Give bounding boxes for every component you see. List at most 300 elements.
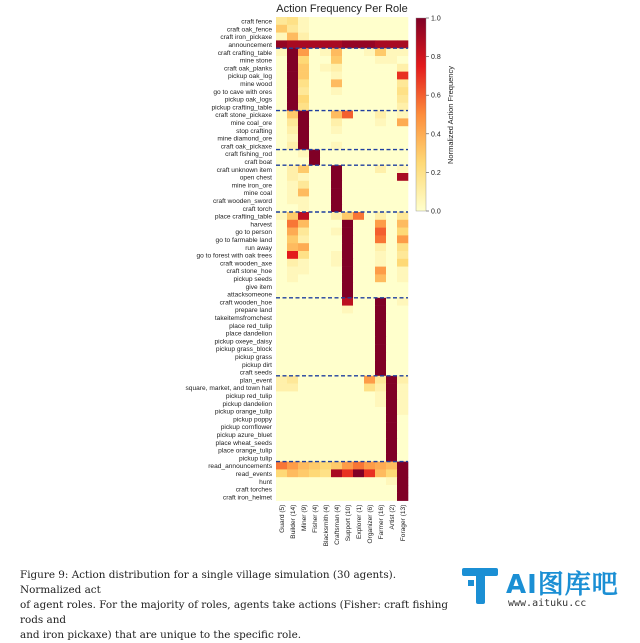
heatmap-cell: [298, 173, 309, 181]
heatmap-cell: [397, 469, 408, 477]
heatmap-cell: [364, 95, 375, 103]
heatmap-cell: [309, 329, 320, 337]
heatmap-cell: [342, 196, 353, 204]
heatmap-cell: [309, 220, 320, 228]
heatmap-cell: [298, 438, 309, 446]
heatmap-cell: [320, 157, 331, 165]
row-label: craft oak_planks: [223, 65, 272, 73]
heatmap-cell: [386, 243, 397, 251]
heatmap-cell: [386, 329, 397, 337]
caption-line-3: and iron pickaxe) that are unique to the specific role.: [20, 629, 302, 641]
heatmap-cell: [276, 228, 287, 236]
heatmap-cell: [331, 267, 342, 275]
heatmap-cell: [298, 485, 309, 493]
heatmap-cell: [386, 157, 397, 165]
heatmap-cell: [276, 306, 287, 314]
heatmap-cell: [287, 407, 298, 415]
heatmap-cell: [375, 430, 386, 438]
heatmap-cell: [287, 462, 298, 470]
heatmap-cell: [320, 306, 331, 314]
heatmap-cell: [353, 321, 364, 329]
heatmap-cell: [386, 352, 397, 360]
row-label: mine stone: [239, 57, 272, 65]
row-label: mine diamond_ore: [217, 135, 272, 143]
heatmap-cell: [342, 290, 353, 298]
heatmap-cell: [298, 40, 309, 48]
heatmap-cell: [386, 282, 397, 290]
heatmap-cell: [276, 446, 287, 454]
row-label: go to person: [235, 229, 272, 237]
heatmap-cell: [309, 64, 320, 72]
heatmap-cell: [331, 321, 342, 329]
heatmap-cell: [287, 423, 298, 431]
heatmap-cell: [298, 181, 309, 189]
heatmap-cell: [331, 134, 342, 142]
heatmap-cell: [331, 87, 342, 95]
heatmap-cell: [309, 454, 320, 462]
heatmap-cell: [386, 376, 397, 384]
row-label: place dandelion: [225, 330, 272, 338]
heatmap-cell: [353, 95, 364, 103]
heatmap-cell: [397, 157, 408, 165]
heatmap-cell: [309, 360, 320, 368]
watermark-brand: AI图库吧: [506, 570, 619, 600]
heatmap-cell: [342, 173, 353, 181]
heatmap-cell: [386, 189, 397, 197]
colorbar-tick-label: 0.0: [431, 208, 441, 216]
heatmap-cell: [342, 79, 353, 87]
heatmap-cell: [342, 17, 353, 25]
heatmap-cell: [364, 391, 375, 399]
heatmap-cell: [397, 454, 408, 462]
heatmap-cell: [320, 282, 331, 290]
heatmap-cell: [298, 157, 309, 165]
heatmap-cell: [353, 72, 364, 80]
heatmap-cell: [397, 430, 408, 438]
watermark-url: www.aituku.cc: [508, 598, 587, 609]
heatmap-cell: [309, 150, 320, 158]
heatmap-cell: [287, 485, 298, 493]
row-label: place red_tulip: [229, 322, 272, 330]
heatmap-cell: [342, 243, 353, 251]
heatmap-cell: [331, 306, 342, 314]
heatmap-cell: [331, 469, 342, 477]
heatmap-cell: [309, 493, 320, 501]
heatmap-cell: [320, 212, 331, 220]
heatmap-cell: [375, 290, 386, 298]
heatmap-cell: [298, 493, 309, 501]
heatmap-cell: [397, 462, 408, 470]
heatmap-cell: [397, 126, 408, 134]
heatmap-cell: [375, 274, 386, 282]
heatmap-cell: [353, 477, 364, 485]
heatmap-cell: [298, 298, 309, 306]
heatmap-cell: [353, 56, 364, 64]
heatmap-cell: [386, 298, 397, 306]
heatmap-cell: [386, 321, 397, 329]
heatmap-cell: [353, 228, 364, 236]
heatmap-cell: [375, 345, 386, 353]
heatmap-cell: [397, 274, 408, 282]
heatmap-cell: [287, 446, 298, 454]
heatmap-cell: [287, 251, 298, 259]
heatmap-cell: [287, 399, 298, 407]
row-label: pickup oxeye_daisy: [214, 338, 272, 346]
heatmap-cell: [342, 220, 353, 228]
heatmap-cell: [342, 189, 353, 197]
heatmap-cell: [320, 352, 331, 360]
heatmap-cell: [397, 321, 408, 329]
heatmap-cell: [276, 282, 287, 290]
heatmap-cell: [375, 462, 386, 470]
heatmap-cell: [276, 313, 287, 321]
column-label: Support (10): [345, 504, 352, 542]
heatmap-cell: [298, 72, 309, 80]
heatmap-cell: [397, 251, 408, 259]
heatmap-cell: [364, 33, 375, 41]
heatmap-cell: [386, 17, 397, 25]
heatmap-cell: [331, 150, 342, 158]
heatmap-cell: [397, 25, 408, 33]
heatmap-cell: [309, 313, 320, 321]
colorbar-tick-label: 1.0: [431, 15, 441, 23]
heatmap-cell: [364, 196, 375, 204]
heatmap-cell: [397, 235, 408, 243]
heatmap-cell: [320, 345, 331, 353]
heatmap-cell: [276, 25, 287, 33]
heatmap-cell: [276, 345, 287, 353]
heatmap-cell: [287, 352, 298, 360]
heatmap-cell: [309, 267, 320, 275]
heatmap-cell: [375, 165, 386, 173]
heatmap-cell: [309, 251, 320, 259]
heatmap-cell: [331, 157, 342, 165]
heatmap-cell: [353, 391, 364, 399]
heatmap-cell: [375, 196, 386, 204]
row-label: craft iron_helmet: [222, 494, 272, 502]
row-label: craft oak_fence: [226, 26, 272, 34]
heatmap-cell: [298, 321, 309, 329]
heatmap-cell: [375, 111, 386, 119]
heatmap-cell: [287, 40, 298, 48]
heatmap-cell: [298, 48, 309, 56]
heatmap-cell: [364, 25, 375, 33]
heatmap-cell: [342, 313, 353, 321]
heatmap-cell: [342, 235, 353, 243]
heatmap-cell: [364, 126, 375, 134]
row-label: mine coal: [243, 190, 272, 198]
heatmap-cell: [331, 56, 342, 64]
heatmap-cell: [342, 337, 353, 345]
heatmap-cell: [342, 56, 353, 64]
heatmap-cell: [320, 321, 331, 329]
heatmap-cell: [342, 150, 353, 158]
heatmap-cell: [375, 384, 386, 392]
heatmap-cell: [298, 25, 309, 33]
heatmap-cell: [375, 126, 386, 134]
heatmap-cell: [298, 212, 309, 220]
heatmap-cell: [320, 415, 331, 423]
heatmap-cell: [364, 438, 375, 446]
heatmap-cell: [386, 235, 397, 243]
heatmap-cell: [397, 477, 408, 485]
heatmap-cell: [331, 298, 342, 306]
row-label: announcement: [228, 42, 272, 49]
row-label: craft crafting_table: [217, 49, 272, 57]
heatmap-cell: [364, 469, 375, 477]
heatmap-cell: [298, 345, 309, 353]
heatmap-cell: [287, 126, 298, 134]
heatmap-cell: [331, 173, 342, 181]
heatmap-cell: [331, 376, 342, 384]
heatmap-cell: [353, 259, 364, 267]
heatmap-cell: [309, 345, 320, 353]
heatmap-cell: [331, 235, 342, 243]
heatmap-cell: [331, 64, 342, 72]
heatmap-cell: [353, 243, 364, 251]
heatmap-cell: [287, 150, 298, 158]
heatmap-cell: [397, 368, 408, 376]
heatmap-cell: [375, 95, 386, 103]
heatmap-cell: [320, 165, 331, 173]
row-label: place crafting_table: [214, 213, 272, 221]
heatmap-cell: [353, 415, 364, 423]
heatmap-cell: [298, 228, 309, 236]
heatmap-cell: [298, 33, 309, 41]
heatmap-cell: [276, 165, 287, 173]
heatmap-cell: [309, 17, 320, 25]
heatmap-cell: [375, 204, 386, 212]
row-label: craft boat: [244, 159, 272, 166]
heatmap-cell: [309, 72, 320, 80]
heatmap-cell: [309, 165, 320, 173]
heatmap-cell: [353, 384, 364, 392]
heatmap-cell: [276, 493, 287, 501]
heatmap-cell: [397, 79, 408, 87]
heatmap-cell: [342, 33, 353, 41]
heatmap-cell: [320, 173, 331, 181]
heatmap-cell: [287, 33, 298, 41]
column-label: Miner (9): [301, 504, 308, 531]
heatmap-cell: [276, 40, 287, 48]
row-label: pickup crafting_table: [211, 104, 272, 112]
heatmap-cell: [364, 485, 375, 493]
heatmap-cell: [276, 196, 287, 204]
heatmap-cell: [342, 360, 353, 368]
heatmap-cell: [397, 56, 408, 64]
heatmap-cell: [397, 485, 408, 493]
heatmap-cell: [298, 142, 309, 150]
heatmap-cell: [331, 399, 342, 407]
heatmap-cell: [331, 415, 342, 423]
heatmap-cell: [364, 48, 375, 56]
heatmap-cell: [397, 267, 408, 275]
heatmap-cell: [353, 25, 364, 33]
heatmap-cell: [353, 267, 364, 275]
heatmap-cell: [287, 337, 298, 345]
heatmap-cell: [331, 485, 342, 493]
heatmap-cell: [276, 477, 287, 485]
heatmap-cell: [276, 485, 287, 493]
heatmap-cell: [309, 438, 320, 446]
heatmap-cell: [364, 298, 375, 306]
heatmap-cell: [320, 376, 331, 384]
heatmap-cell: [276, 399, 287, 407]
heatmap-cell: [397, 228, 408, 236]
heatmap-cell: [375, 368, 386, 376]
heatmap-cell: [342, 48, 353, 56]
caption-line-1: Figure 9: Action distribution for a single village simulation (30 agents). Normalized act: [20, 569, 397, 596]
heatmap-cell: [331, 204, 342, 212]
heatmap-cell: [276, 321, 287, 329]
heatmap-cell: [298, 407, 309, 415]
heatmap-cell: [276, 384, 287, 392]
heatmap-cell: [375, 477, 386, 485]
heatmap-cell: [375, 118, 386, 126]
row-label: attacksomeone: [227, 291, 272, 299]
heatmap-cell: [331, 72, 342, 80]
heatmap-cell: [342, 399, 353, 407]
heatmap-cell: [287, 415, 298, 423]
heatmap-cell: [375, 251, 386, 259]
heatmap-cell: [298, 313, 309, 321]
heatmap-cell: [309, 282, 320, 290]
heatmap-cell: [342, 118, 353, 126]
heatmap-cell: [298, 95, 309, 103]
heatmap-cell: [397, 64, 408, 72]
heatmap-cell: [287, 298, 298, 306]
heatmap-cell: [386, 407, 397, 415]
heatmap-cell: [364, 173, 375, 181]
heatmap-cell: [276, 430, 287, 438]
heatmap-cell: [309, 485, 320, 493]
heatmap-cell: [375, 17, 386, 25]
heatmap-cell: [276, 220, 287, 228]
heatmap-cell: [364, 259, 375, 267]
heatmap-cell: [375, 407, 386, 415]
heatmap-cell: [353, 290, 364, 298]
row-label: give item: [245, 283, 272, 291]
heatmap-cell: [298, 79, 309, 87]
heatmap-cell: [298, 111, 309, 119]
row-label: mine iron_ore: [231, 182, 272, 190]
heatmap-cell: [375, 64, 386, 72]
heatmap-cell: [386, 469, 397, 477]
heatmap-cell: [331, 17, 342, 25]
heatmap-cell: [298, 423, 309, 431]
heatmap-cell: [375, 220, 386, 228]
heatmap-cell: [386, 165, 397, 173]
heatmap-cell: [375, 25, 386, 33]
heatmap-cell: [331, 33, 342, 41]
heatmap-cell: [320, 407, 331, 415]
heatmap-cell: [309, 259, 320, 267]
heatmap-cell: [364, 454, 375, 462]
heatmap-cell: [386, 64, 397, 72]
heatmap-cell: [353, 79, 364, 87]
heatmap-cell: [364, 72, 375, 80]
heatmap-cell: [386, 196, 397, 204]
heatmap-cell: [320, 95, 331, 103]
heatmap-cell: [276, 134, 287, 142]
heatmap-cell: [320, 399, 331, 407]
heatmap-cell: [353, 282, 364, 290]
heatmap-cell: [298, 204, 309, 212]
colorbar-tick-label: 0.2: [431, 169, 441, 177]
heatmap-cell: [342, 469, 353, 477]
heatmap-cell: [375, 423, 386, 431]
heatmap-cell: [353, 430, 364, 438]
heatmap-cell: [276, 391, 287, 399]
heatmap-cell: [375, 360, 386, 368]
heatmap-cell: [397, 282, 408, 290]
heatmap-cell: [298, 220, 309, 228]
heatmap-cell: [386, 173, 397, 181]
heatmap-cell: [287, 235, 298, 243]
heatmap-cell: [397, 290, 408, 298]
heatmap-cell: [298, 235, 309, 243]
row-label: pickup cornflower: [220, 424, 272, 432]
heatmap-cell: [320, 391, 331, 399]
heatmap-cell: [287, 204, 298, 212]
heatmap-cell: [364, 415, 375, 423]
heatmap-cell: [364, 142, 375, 150]
heatmap-cell: [375, 87, 386, 95]
heatmap-cell: [375, 321, 386, 329]
heatmap-cell: [320, 430, 331, 438]
heatmap-cell: [287, 196, 298, 204]
heatmap-cell: [397, 407, 408, 415]
heatmap-cell: [287, 306, 298, 314]
heatmap-cell: [386, 485, 397, 493]
heatmap-cell: [364, 87, 375, 95]
heatmap-cell: [364, 17, 375, 25]
heatmap-cell: [386, 79, 397, 87]
heatmap-cell: [309, 212, 320, 220]
heatmap-cell: [364, 329, 375, 337]
heatmap-cell: [364, 446, 375, 454]
heatmap-cell: [309, 157, 320, 165]
heatmap-cell: [375, 181, 386, 189]
heatmap-cell: [309, 111, 320, 119]
row-label: craft iron_pickaxe: [220, 34, 272, 42]
heatmap-cell: [287, 181, 298, 189]
heatmap-cell: [353, 454, 364, 462]
heatmap-cell: [353, 446, 364, 454]
chart-title: Action Frequency Per Role: [276, 3, 408, 15]
heatmap-cell: [331, 274, 342, 282]
heatmap-cell: [309, 87, 320, 95]
heatmap-cell: [320, 274, 331, 282]
heatmap-cell: [353, 204, 364, 212]
heatmap-cell: [287, 454, 298, 462]
heatmap-cell: [397, 142, 408, 150]
heatmap-cell: [320, 111, 331, 119]
heatmap-cell: [353, 329, 364, 337]
heatmap-cell: [397, 111, 408, 119]
heatmap-cell: [298, 267, 309, 275]
heatmap-cell: [331, 454, 342, 462]
heatmap-cell: [320, 72, 331, 80]
heatmap-cell: [375, 282, 386, 290]
heatmap-cell: [309, 196, 320, 204]
heatmap-cell: [353, 64, 364, 72]
heatmap-cell: [375, 446, 386, 454]
heatmap-cell: [320, 204, 331, 212]
heatmap-cell: [331, 282, 342, 290]
heatmap-cell: [386, 345, 397, 353]
heatmap-cell: [342, 103, 353, 111]
